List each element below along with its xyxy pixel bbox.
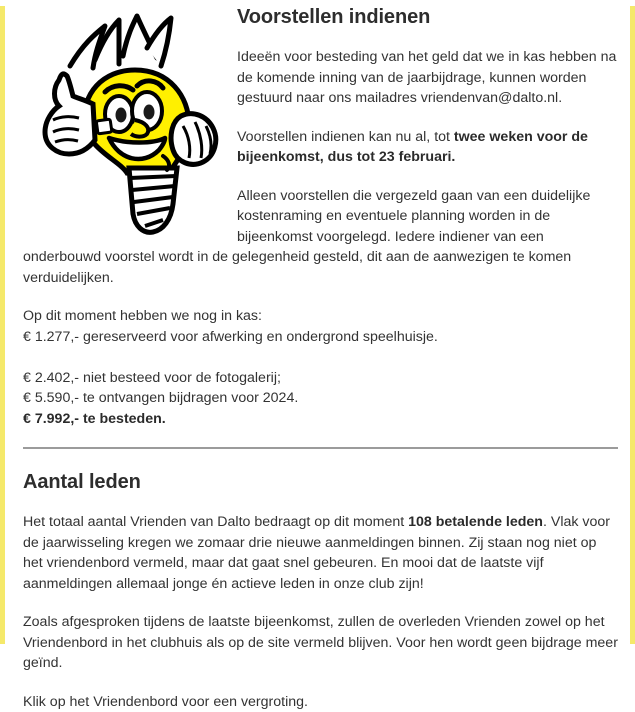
article-inner	[5, 6, 630, 644]
thumbs-up-hand	[45, 74, 95, 154]
kas-line-2: € 2.402,- niet besteed voor de fotogalerij;	[23, 368, 618, 389]
article-page	[0, 6, 635, 644]
paragraph-overleden-text: Zoals afgesproken tijdens de laatste bijeenkomst, zullen de overleden Vrienden zowel op het Vriendenbord in het clubhuis als op de site vermeld blijven. Voor hen wordt geen bijdrage meer geïnd.	[23, 614, 618, 671]
kas-line-1: € 1.277,- gereserveerd voor afwerking en ondergrond speelhuisje.	[23, 327, 618, 348]
paragraph-ledental	[23, 512, 618, 594]
ledental-prefix: Het totaal aantal Vrienden van Dalto bedraagt op dit moment	[23, 514, 408, 530]
paragraph-voorwaarden-text: Alleen voorstellen die vergezeld gaan van een duidelijke kostenraming en eventuele planning worden in de bijeenkomst voorgelegd. Iedere indiener van een onderbouwd voorstel wordt in de gelegenheid gesteld, dit aan de aanwezigen te komen verduidelijken.	[23, 188, 590, 286]
kas-line-3: € 5.590,- te ontvangen bijdragen voor 2024.	[23, 388, 618, 409]
kas-overview	[23, 306, 618, 429]
bulb-screw-base	[129, 168, 177, 232]
paragraph-overleden-vrienden	[23, 612, 618, 674]
kas-spacer	[23, 347, 618, 368]
paragraph-klik-vriendenbord	[23, 692, 618, 712]
deadline-text-bold: twee weken voor de bijeenkomst, dus tot 23 februari.	[237, 129, 588, 166]
fist-hand	[171, 114, 216, 165]
section-aantal-leden	[23, 449, 618, 712]
lightbulb-mascot-image	[23, 8, 231, 246]
deadline-text-prefix: Voorstellen indienen kan nu al, tot	[237, 129, 454, 145]
kas-total-line: € 7.992,- te besteden.	[23, 409, 618, 430]
kas-intro-line: Op dit moment hebben we nog in kas:	[23, 306, 618, 327]
ledental-count-bold: 108 betalende leden	[408, 514, 543, 530]
lightbulb-icon	[23, 8, 231, 246]
paragraph-ideeen-text: Ideeën voor besteding van het geld dat we in kas hebben na de komende inning van de jaarbijdrage, kunnen worden gestuurd naar ons mailadres vriendenvan@dalto.nl.	[237, 49, 616, 106]
section-title-aantal-leden: Aantal leden	[23, 471, 618, 494]
page-title: Voorstellen indienen	[23, 6, 618, 29]
klik-vriendenbord-text: Klik op het Vriendenbord voor een vergroting.	[23, 694, 308, 710]
ledental-suffix: . Vlak voor de jaarwisseling kregen we zomaar drie nieuwe aanmeldingen binnen. Zij staan nog niet op het vriendenbord vermeld, maar dat gaat snel gebeuren. En mooi dat de laatste vijf aanmeldingen allemaal jonge én actieve leden in onze club zijn!	[23, 514, 610, 592]
